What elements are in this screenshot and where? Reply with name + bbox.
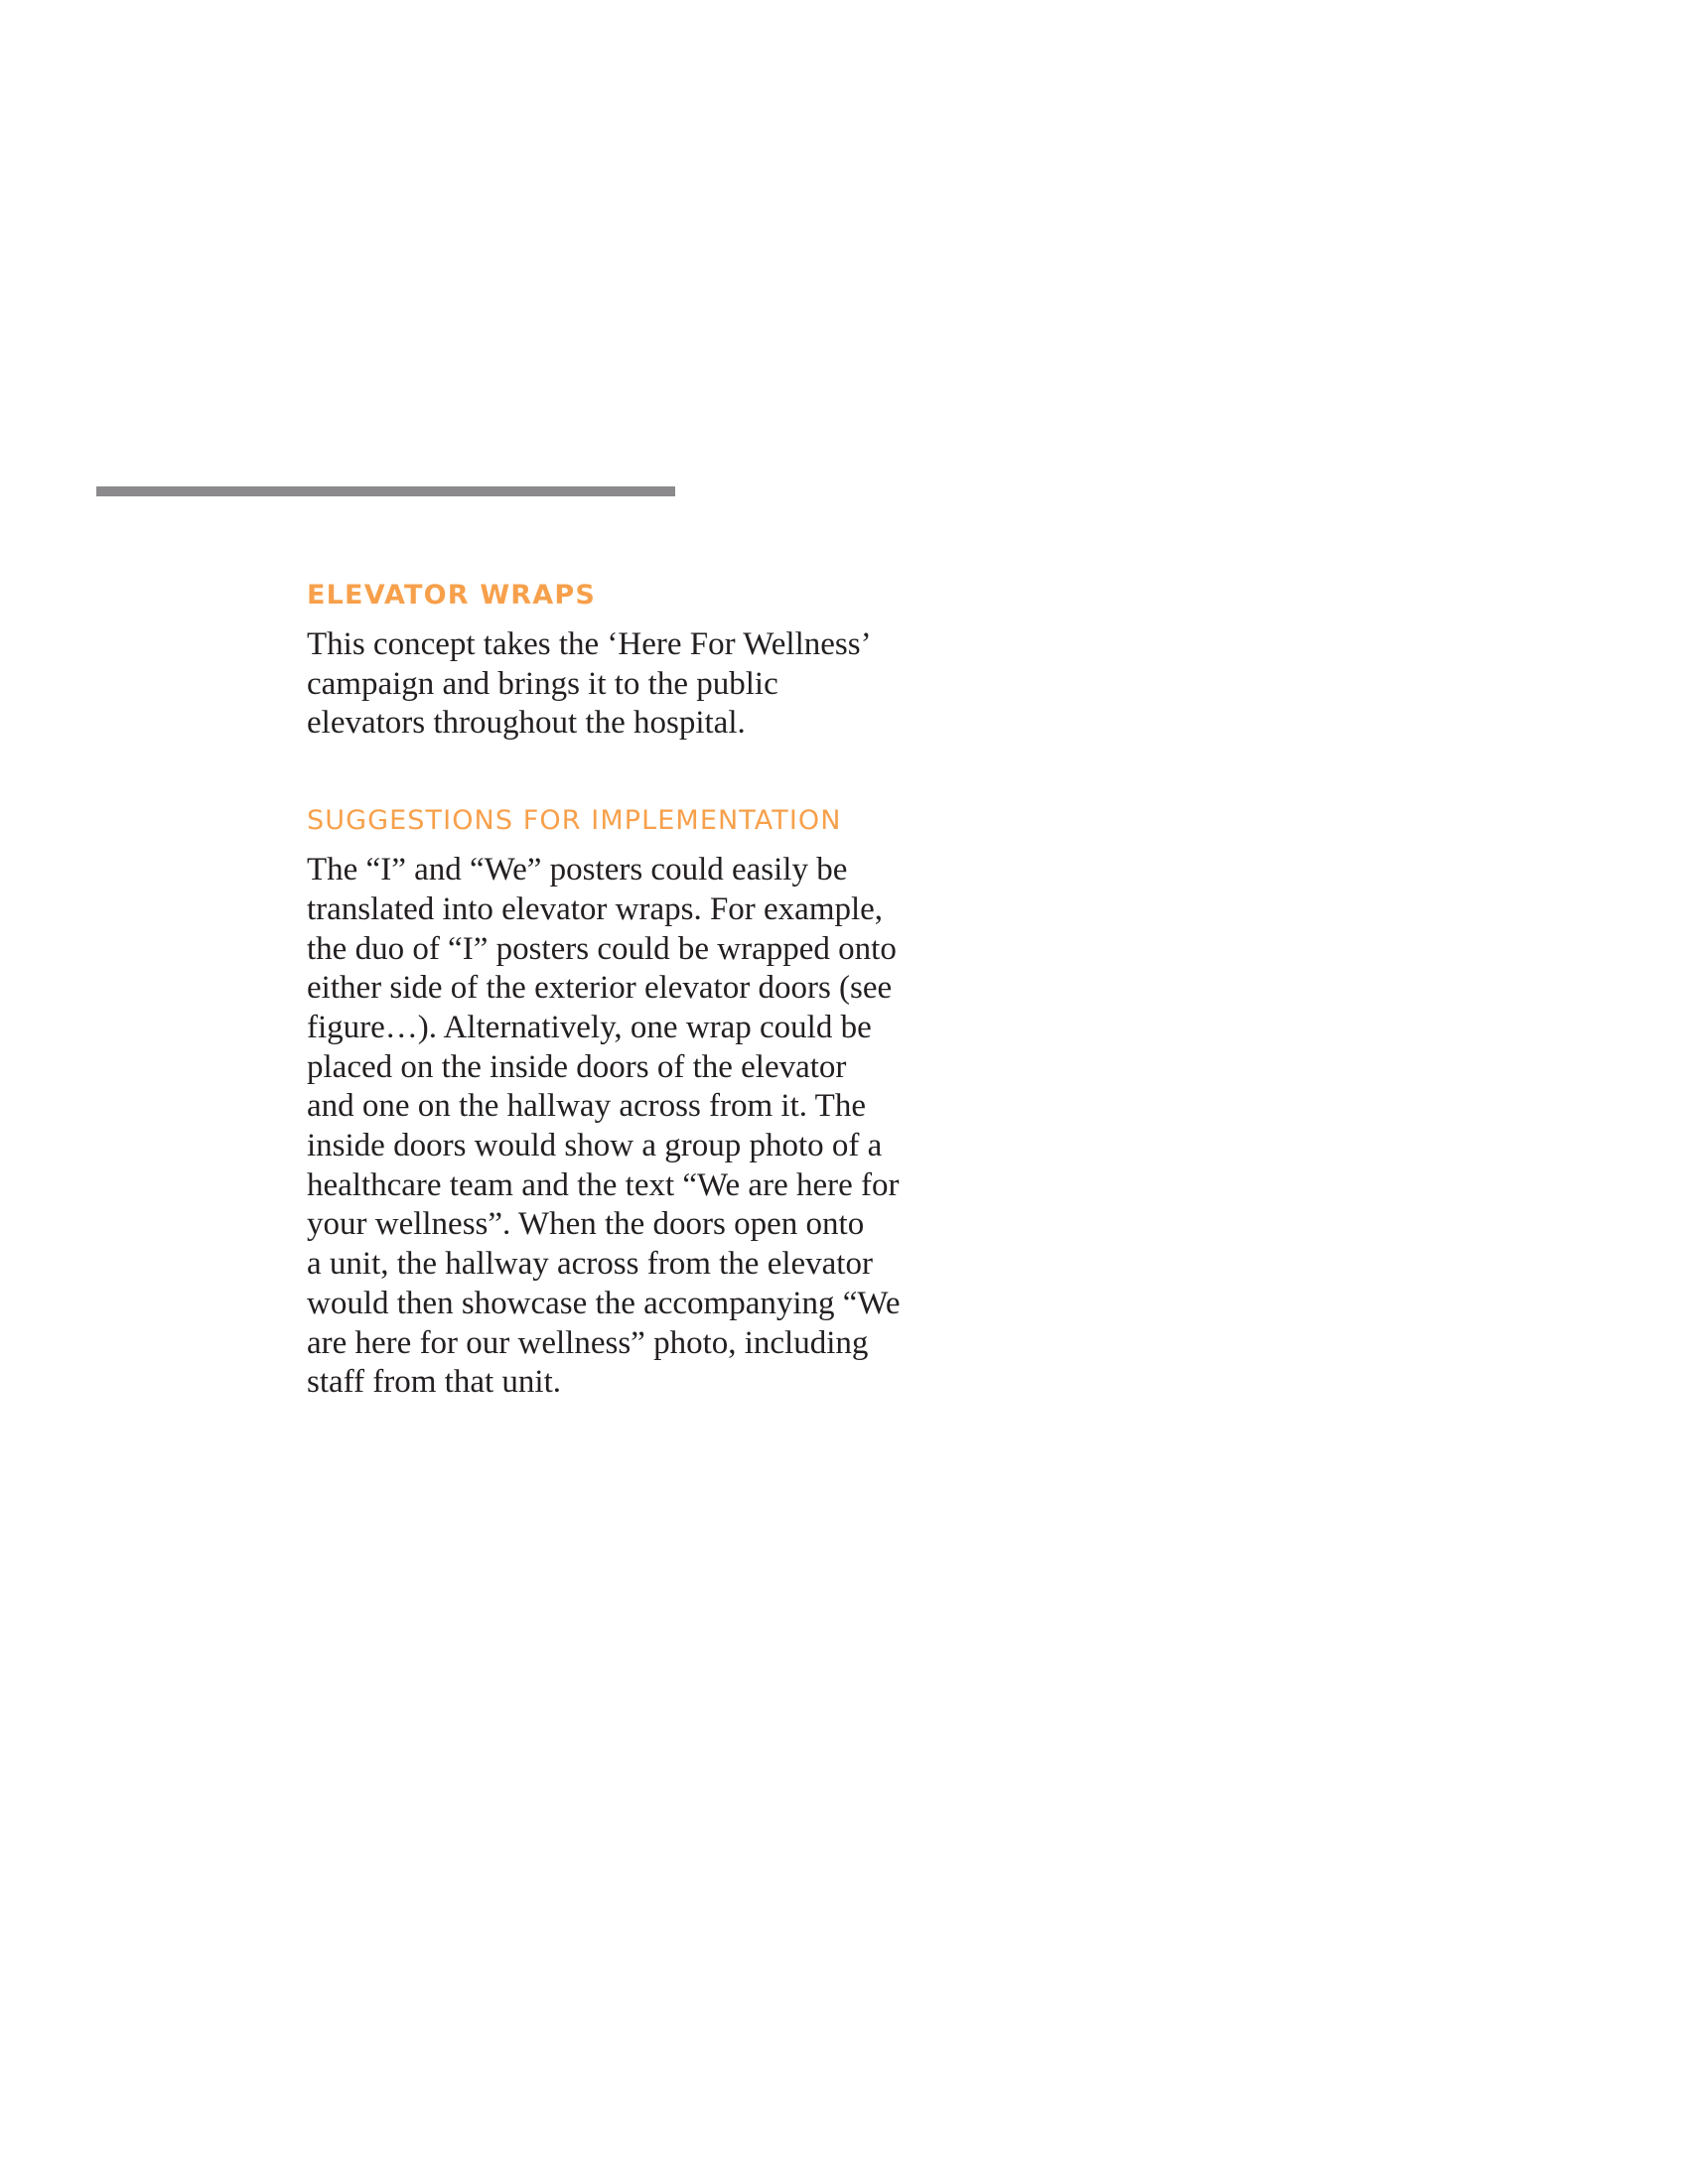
text-line: and one on the hallway across from it. The <box>307 1088 866 1125</box>
text-line: translated into elevator wraps. For example, <box>307 890 884 927</box>
text-line: elevators throughout the hospital. <box>307 705 746 742</box>
text-line: healthcare team and the text “We are here for <box>307 1166 900 1203</box>
text-line: figure…). Alternatively, one wrap could be <box>307 1009 872 1045</box>
text-line: campaign and brings it to the public <box>307 665 778 702</box>
text-line: inside doors would show a group photo of a <box>307 1128 883 1164</box>
text-line: your wellness”. When the doors open onto <box>307 1206 865 1243</box>
text-line: staff from that unit. <box>307 1364 562 1401</box>
section-heading-elevator-wraps: ELEVATOR WRAPS <box>307 580 597 611</box>
section-body-elevator-wraps <box>307 625 922 744</box>
section-divider-bar <box>96 486 675 496</box>
text-line: either side of the exterior elevator doors (see <box>307 970 893 1007</box>
text-line: placed on the inside doors of the elevator <box>307 1048 847 1085</box>
text-line: This concept takes the ‘Here For Wellness’ <box>307 626 872 662</box>
text-line: are here for our wellness” photo, including <box>307 1324 869 1361</box>
text-line: The “I” and “We” posters could easily be <box>307 852 848 888</box>
section-body-suggestions <box>307 851 922 1403</box>
text-line: a unit, the hallway across from the elevator <box>307 1246 873 1283</box>
content-column <box>307 576 922 1403</box>
text-line: the duo of “I” posters could be wrapped onto <box>307 930 897 967</box>
text-line: would then showcase the accompanying “We <box>307 1285 901 1321</box>
section-heading-suggestions: SUGGESTIONS FOR IMPLEMENTATION <box>307 805 842 837</box>
